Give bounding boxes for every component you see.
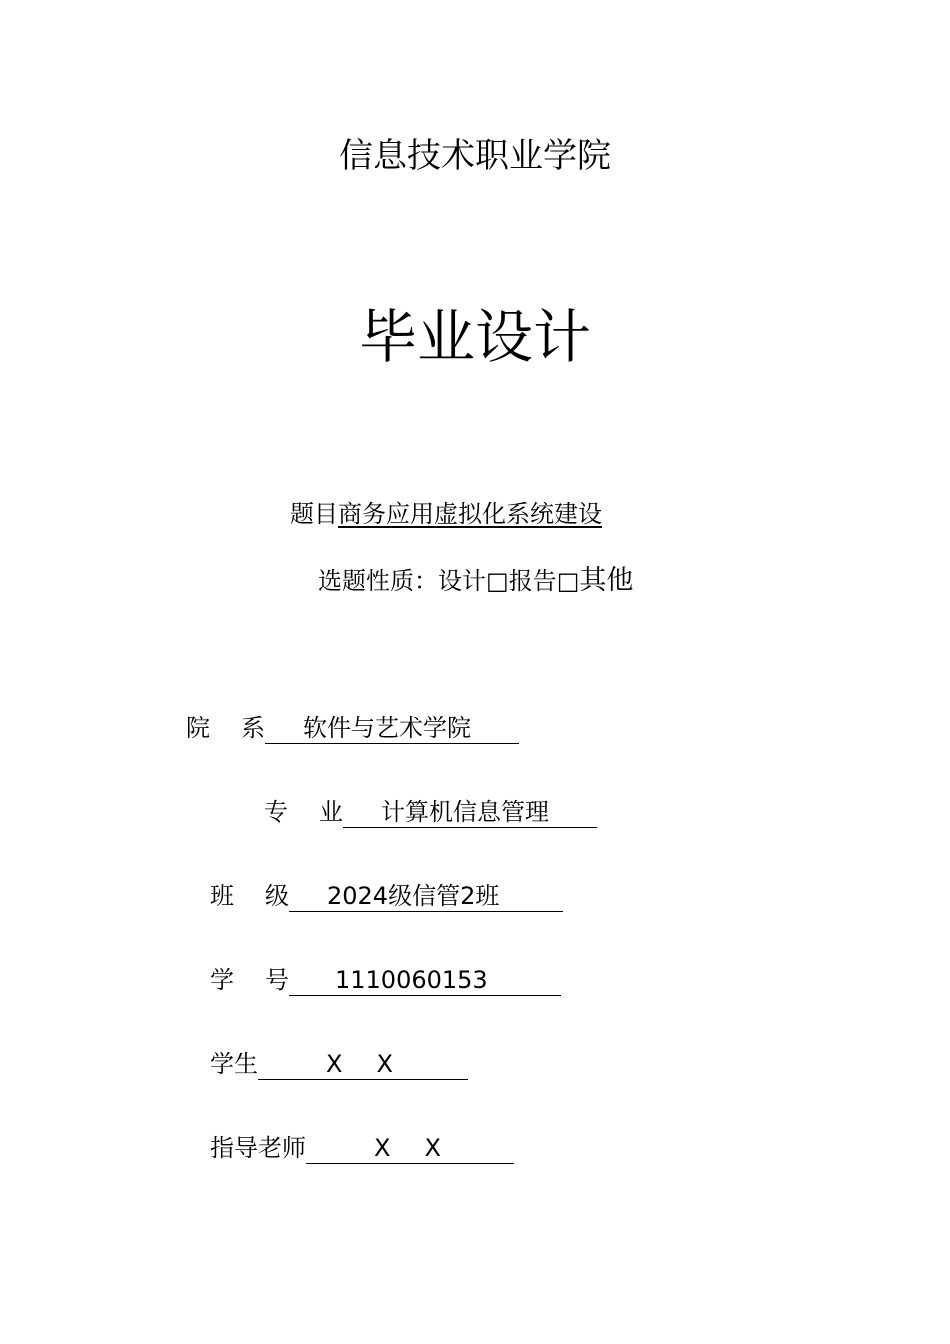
field-student-id [210, 960, 561, 996]
field-major [264, 792, 597, 828]
field-class [210, 876, 563, 912]
checkbox-report[interactable]: □ [556, 567, 580, 595]
student-label: 学生 [210, 1050, 258, 1078]
class-underline [289, 882, 563, 912]
major-value: 计算机信息管理 [381, 798, 549, 826]
nature-label: 选题性质： [318, 567, 438, 595]
document-type-title: 毕业设计 [358, 303, 591, 371]
topic-label: 题目 [290, 500, 338, 528]
advisor-label: 指导老师 [210, 1134, 306, 1162]
id-label-char1: 学 [210, 966, 234, 994]
field-department [186, 708, 519, 744]
advisor-value-2: X [424, 1134, 441, 1162]
field-student [210, 1044, 468, 1080]
student-value-2: X [376, 1050, 393, 1078]
advisor-underline [306, 1134, 514, 1164]
school-name: 信息技术职业学院 [339, 136, 611, 176]
id-label-char2: 号 [265, 966, 289, 994]
major-label-char2: 业 [319, 798, 343, 826]
major-underline [343, 798, 597, 828]
id-underline [289, 966, 561, 996]
nature-option-report: 报告 [508, 567, 557, 595]
nature-option-other: 其他 [579, 565, 634, 596]
field-advisor [210, 1128, 514, 1164]
dept-label-char2: 系 [241, 714, 265, 742]
class-value: 2024级信管2班 [327, 882, 500, 910]
student-value-1: X [326, 1050, 343, 1078]
student-underline [258, 1050, 468, 1080]
topic-nature-row [318, 558, 633, 597]
class-label-char1: 班 [210, 882, 234, 910]
dept-underline [265, 714, 519, 744]
topic-row [290, 494, 602, 529]
dept-label-char1: 院 [186, 714, 210, 742]
id-value: 1110060153 [335, 966, 488, 994]
checkbox-design[interactable]: □ [486, 567, 509, 595]
class-label-char2: 级 [265, 882, 289, 910]
dept-value: 软件与艺术学院 [303, 714, 471, 742]
nature-option-design: 设计 [438, 567, 486, 595]
major-label-char1: 专 [264, 798, 288, 826]
topic-value: 商务应用虚拟化系统建设 [338, 500, 602, 528]
advisor-value-1: X [374, 1134, 391, 1162]
